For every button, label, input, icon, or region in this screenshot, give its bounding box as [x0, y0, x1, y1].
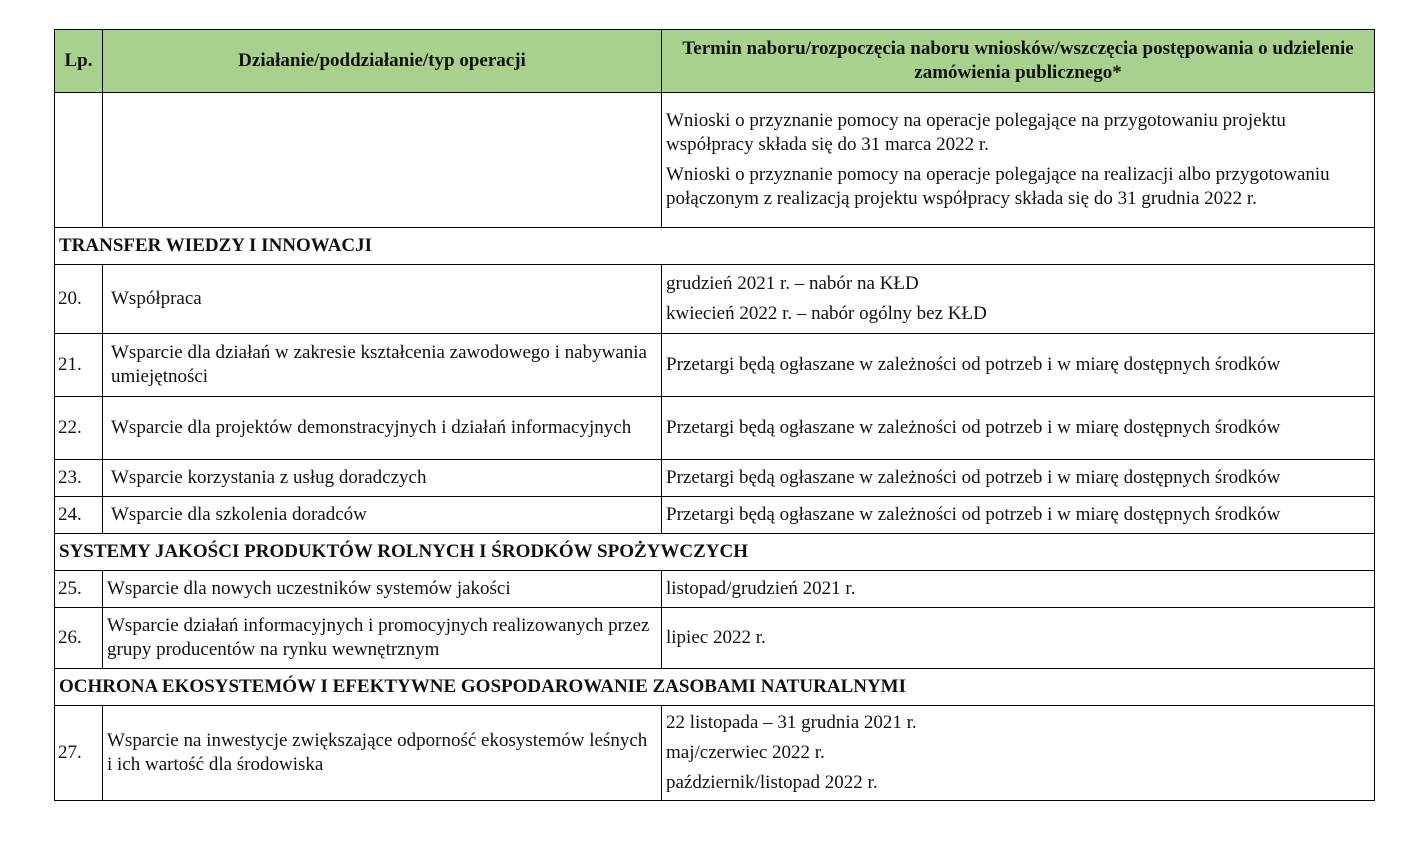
document-page: [54, 29, 1374, 801]
row-term: Przetargi będą ogłaszane w zależności od potrzeb i w miarę dostępnych środków: [662, 497, 1375, 534]
row-lp: 24.: [55, 497, 103, 534]
section-title: OCHRONA EKOSYSTEMÓW I EFEKTYWNE GOSPODAROWANIE ZASOBAMI NATURALNYMI: [55, 669, 1375, 706]
row-term: lipiec 2022 r.: [662, 608, 1375, 669]
row-action: Wsparcie dla projektów demonstracyjnych i działań informacyjnych: [103, 397, 662, 460]
row-action: Wsparcie dla szkolenia doradców: [103, 497, 662, 534]
row-lp: 22.: [55, 397, 103, 460]
row-lp: 21.: [55, 334, 103, 397]
term-line: Wnioski o przyznanie pomocy na operacje polegające na realizacji albo przygotowaniu połączonym z realizacją projektu współpracy składa się do 31 grudnia 2022 r.: [666, 164, 1330, 209]
table-row: [55, 706, 1375, 801]
row-lp: [55, 93, 103, 228]
row-term: [662, 265, 1375, 334]
header-term: Termin naboru/rozpoczęcia naboru wniosków/wszczęcia postępowania o udzielenie zamówienia publicznego*: [662, 30, 1375, 93]
term-line: Wnioski o przyznanie pomocy na operacje polegające na przygotowaniu projektu współpracy składa się do 31 marca 2022 r.: [666, 110, 1286, 155]
section-header: [55, 228, 1375, 265]
table-row: [55, 265, 1375, 334]
term-line: październik/listopad 2022 r.: [666, 772, 878, 793]
table-header: [55, 30, 1375, 93]
row-lp: 27.: [55, 706, 103, 801]
table-row: [55, 571, 1375, 608]
section-title: TRANSFER WIEDZY I INNOWACJI: [55, 228, 1375, 265]
table-row: [55, 497, 1375, 534]
row-lp: 20.: [55, 265, 103, 334]
table-row: [55, 608, 1375, 669]
term-line: 22 listopada – 31 grudnia 2021 r.: [666, 712, 917, 733]
section-header: [55, 534, 1375, 571]
row-term: Przetargi będą ogłaszane w zależności od potrzeb i w miarę dostępnych środków: [662, 334, 1375, 397]
header-lp: Lp.: [55, 30, 103, 93]
row-lp: 26.: [55, 608, 103, 669]
table-row-continuation: [55, 93, 1375, 228]
row-action: Wsparcie dla nowych uczestników systemów jakości: [103, 571, 662, 608]
term-line: maj/czerwiec 2022 r.: [666, 742, 825, 763]
header-action: Działanie/poddziałanie/typ operacji: [103, 30, 662, 93]
table-row: [55, 397, 1375, 460]
row-action: Wsparcie korzystania z usług doradczych: [103, 460, 662, 497]
row-action: Wsparcie dla działań w zakresie kształcenia zawodowego i nabywania umiejętności: [103, 334, 662, 397]
term-line: grudzień 2021 r. – nabór na KŁD: [666, 273, 919, 294]
row-action: [103, 93, 662, 228]
row-term: [662, 93, 1375, 228]
row-term: [662, 706, 1375, 801]
section-title: SYSTEMY JAKOŚCI PRODUKTÓW ROLNYCH I ŚRODKÓW SPOŻYWCZYCH: [55, 534, 1375, 571]
term-line: kwiecień 2022 r. – nabór ogólny bez KŁD: [666, 303, 987, 324]
row-term: Przetargi będą ogłaszane w zależności od potrzeb i w miarę dostępnych środków: [662, 460, 1375, 497]
table-row: [55, 460, 1375, 497]
section-header: [55, 669, 1375, 706]
row-action: Współpraca: [103, 265, 662, 334]
row-lp: 23.: [55, 460, 103, 497]
schedule-table: [54, 29, 1375, 801]
row-action: Wsparcie działań informacyjnych i promocyjnych realizowanych przez grupy producentów na rynku wewnętrznym: [103, 608, 662, 669]
table-row: [55, 334, 1375, 397]
row-lp: 25.: [55, 571, 103, 608]
row-action: Wsparcie na inwestycje zwiększające odporność ekosystemów leśnych i ich wartość dla środowiska: [103, 706, 662, 801]
row-term: listopad/grudzień 2021 r.: [662, 571, 1375, 608]
row-term: Przetargi będą ogłaszane w zależności od potrzeb i w miarę dostępnych środków: [662, 397, 1375, 460]
